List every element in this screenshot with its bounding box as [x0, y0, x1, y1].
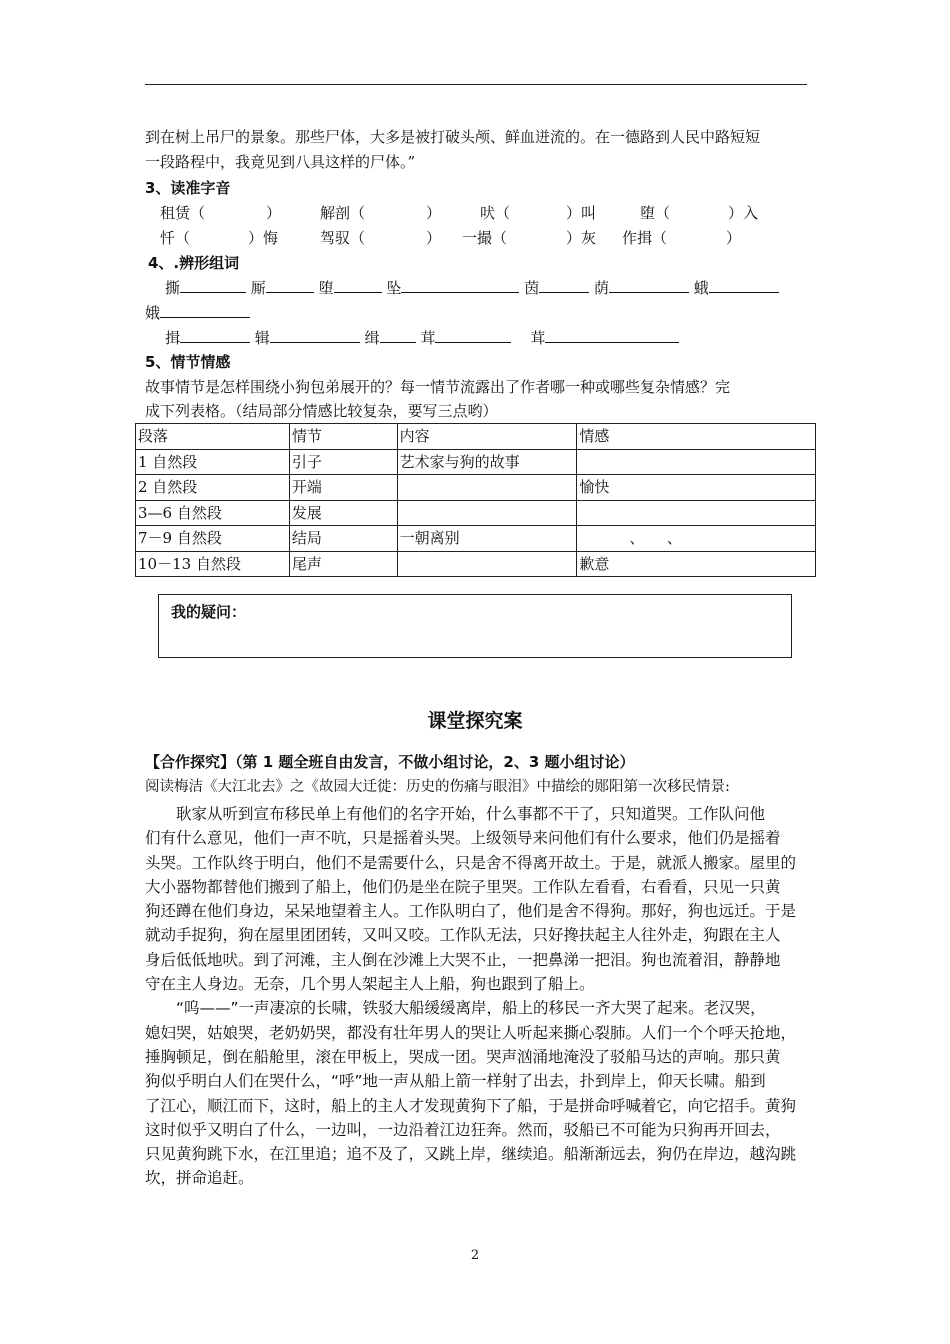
table-cell: 愉快	[577, 475, 816, 501]
table-cell: 一朝离别	[397, 526, 577, 552]
question-box[interactable]	[158, 594, 792, 658]
body-text-line: 一段路程中，我竟见到八具这样的尸体。”	[145, 153, 416, 171]
word-row-2: 揖 辑 缉 茸 茸	[165, 327, 679, 348]
table-cell	[397, 551, 577, 577]
passage-line: 耿家从听到宣布移民单上有他们的名字开始，什么事都不干了，只知道哭。工作队问他	[145, 805, 766, 823]
passage-line: 坎，拼命追赶。	[145, 1169, 254, 1188]
table-cell	[577, 449, 816, 475]
table-header-cell: 内容	[397, 424, 577, 450]
passage-line: 身后低低地吠。到了河滩，主人倒在沙滩上大哭不止，一把鼻涕一把泪。狗也流着泪，静静地	[145, 950, 781, 969]
table-row	[136, 500, 816, 526]
inquiry-heading: 【合作探究】（第 1 题全班自由发言，不做小组讨论，2、3 题小组讨论）	[145, 753, 635, 771]
question-box-label: 我的疑问：	[171, 603, 247, 621]
table-cell: 2 自然段	[136, 475, 290, 501]
table-cell: 开端	[289, 475, 397, 501]
passage-line: 就动手捉狗，狗在屋里团团转，又叫又咬。工作队无法，只好搀扶起主人往外走，狗跟在主人	[145, 926, 781, 945]
table-cell: 歉意	[577, 551, 816, 577]
passage-line: 只见黄狗跳下水，在江里追；追不及了，又跳上岸，继续追。船渐渐远去，狗仍在岸边，越沟跳	[145, 1145, 797, 1164]
word-row-1: 撕 厮 堕 坠 茵 荫 蛾	[165, 277, 779, 298]
body-text-line: 到在树上吊尸的景象。那些尸体，大多是被打破头颅、鲜血迸流的。在一德路到人民中路短短	[145, 128, 761, 146]
table-cell: 、 、	[577, 526, 816, 552]
reading-intro: 阅读梅洁《大江北去》之《故园大迁徙：历史的伤痛与眼泪》中描绘的郧阳第一次移民情景:	[145, 779, 730, 795]
passage-line: 狗还蹲在他们身边，呆呆地望着主人。工作队明白了，他们是舍不得狗。那好，狗也远迁。于是	[145, 902, 797, 921]
table-header-cell: 段落	[136, 424, 290, 450]
table-header-cell: 情节	[289, 424, 397, 450]
passage-line: 们有什么意见，他们一声不吭，只是摇着头哭。上级领导来问他们有什么要求，他们仍是摇着	[145, 829, 781, 848]
passage-line: 这时似乎又明白了什么，一边叫，一边沿着江边狂奔。然而，驳船已不可能为只狗再开回去，	[145, 1120, 781, 1139]
passage-line: 了江心，顺江而下，这时，船上的主人才发现黄狗下了船，于是拼命呼喊着它，向它招手。黄狗	[145, 1096, 797, 1115]
table-row	[136, 526, 816, 552]
section3-heading: 3、读准字音	[145, 179, 231, 197]
table-cell	[577, 500, 816, 526]
header-rule	[145, 84, 807, 85]
table-cell: 10－13 自然段	[136, 551, 290, 577]
table-row	[136, 449, 816, 475]
table-header-row	[136, 424, 816, 450]
passage-line: 捶胸顿足，倒在船舱里，滚在甲板上，哭成一团。哭声汹涌地淹没了驳船马达的声响。那只黄	[145, 1047, 781, 1066]
page-title: 课堂探究案	[427, 710, 523, 732]
table-cell: 发展	[289, 500, 397, 526]
passage-line: 大小器物都替他们搬到了船上，他们仍是坐在院子里哭。工作队左看看，右看看，只见一只黄	[145, 877, 781, 896]
table-cell	[397, 475, 577, 501]
section5-heading: 5、情节情感	[145, 353, 231, 371]
table-cell: 1 自然段	[136, 449, 290, 475]
passage-line: 头哭。工作队终于明白，他们不是需要什么，只是舍不得离开故土。于是，就派人搬家。屋里的	[145, 853, 797, 872]
plot-emotion-table	[135, 423, 816, 577]
section5-desc: 成下列表格。（结局部分情感比较复杂，要写三点哟）	[145, 402, 498, 420]
section4-heading: 4、.辨形组词	[148, 254, 240, 272]
table-cell: 结局	[289, 526, 397, 552]
table-cell: 7－9 自然段	[136, 526, 290, 552]
passage-line: 狗似乎明白人们在哭什么，“呼”地一声从船上箭一样射了出去，扑到岸上，仰天长啸。船到	[145, 1072, 766, 1091]
table-cell: 引子	[289, 449, 397, 475]
table-header-cell: 情感	[577, 424, 816, 450]
section5-desc: 故事情节是怎样围绕小狗包弟展开的？每一情节流露出了作者哪一种或哪些复杂情感？完	[145, 378, 731, 396]
table-cell: 3—6 自然段	[136, 500, 290, 526]
table-row	[136, 475, 816, 501]
passage	[145, 802, 796, 1191]
passage-line: “呜——”一声凄凉的长啸，铁驳大船缓缓离岸，船上的移民一齐大哭了起来。老汉哭，	[145, 999, 766, 1018]
page-number: 2	[470, 1248, 480, 1263]
passage-line: 媳妇哭，姑娘哭，老奶奶哭，都没有壮年男人的哭让人听起来撕心裂肺。人们一个个呼天抢地，	[145, 1023, 797, 1042]
table-cell: 艺术家与狗的故事	[397, 449, 577, 475]
table-cell: 尾声	[289, 551, 397, 577]
table-cell	[397, 500, 577, 526]
table-row	[136, 551, 816, 577]
word-row-1b: 娥	[145, 302, 250, 323]
passage-line: 守在主人身边。无奈，几个男人架起主人上船，狗也跟到了船上。	[145, 975, 595, 994]
